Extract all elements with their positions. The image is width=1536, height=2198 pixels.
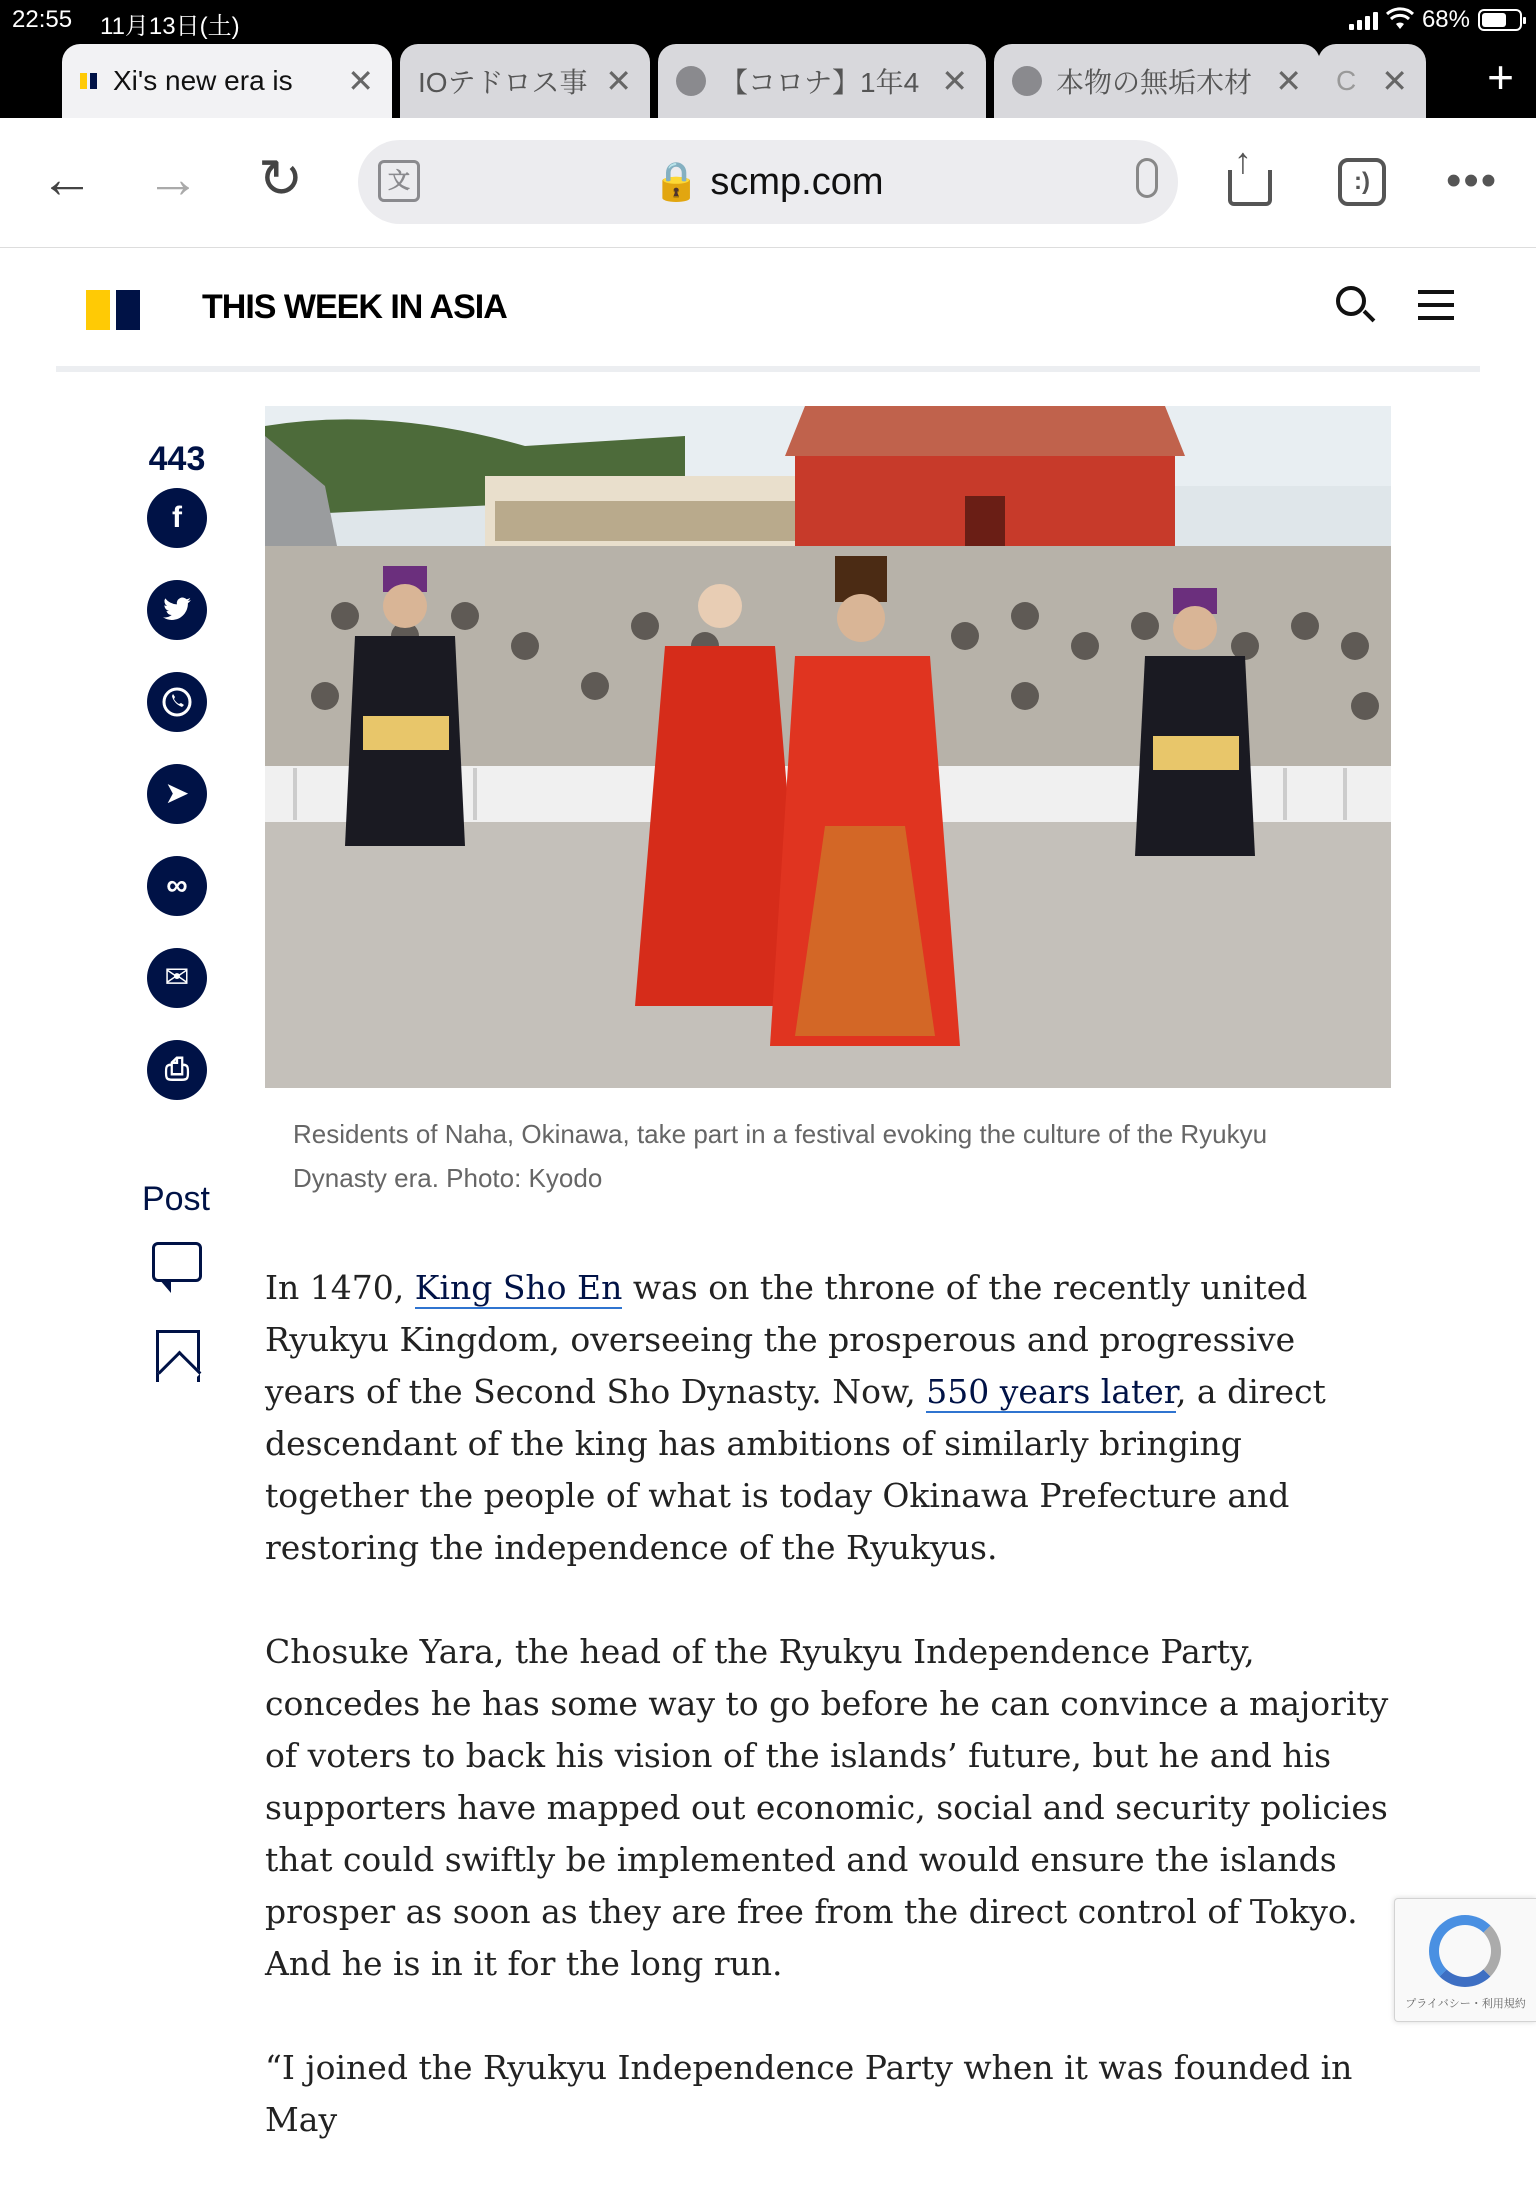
new-tab-button[interactable]: + — [1487, 51, 1514, 103]
browser-tab-3[interactable] — [658, 44, 986, 118]
recaptcha-privacy-text[interactable]: プライバシー・利用規約 — [1405, 1998, 1526, 2010]
close-tab-icon[interactable]: ✕ — [347, 63, 374, 99]
recaptcha-logo-icon — [1429, 1915, 1501, 1987]
email-icon[interactable]: ✉ — [147, 948, 207, 1008]
close-tab-icon[interactable]: ✕ — [941, 63, 968, 99]
facebook-icon[interactable]: f — [147, 488, 207, 548]
forward-arrow-icon[interactable]: → — [146, 149, 200, 209]
microphone-icon[interactable] — [1136, 158, 1158, 198]
translate-icon[interactable]: 文 — [378, 160, 420, 202]
share-count: 443 — [148, 440, 206, 478]
status-date: 11月13日(土) — [100, 13, 240, 40]
reload-icon[interactable]: ↻ — [258, 149, 304, 209]
url-text[interactable]: 🔒 scmp.com — [652, 161, 884, 203]
tab-title: IOテドロス事 — [418, 67, 588, 98]
browser-tab-5[interactable] — [1318, 44, 1426, 118]
address-bar[interactable] — [358, 140, 1178, 224]
status-bar — [0, 0, 1536, 40]
share-icon[interactable]: ↑ — [1228, 148, 1272, 204]
article-paragraph-1 — [265, 1262, 1395, 1574]
browser-tab-2[interactable] — [400, 44, 650, 118]
status-time: 22:55 — [12, 6, 73, 33]
more-icon[interactable]: ••• — [1446, 156, 1499, 205]
globe-icon — [676, 66, 706, 96]
close-tab-icon[interactable]: ✕ — [1275, 63, 1302, 99]
article-paragraph-2: Chosuke Yara, the head of the Ryukyu Independence Party, concedes he has some way to go before he can convince a majority of voters to back his vision of the islands’ future, but he and his supporters have mapped out economic, social and security policies that could swiftly be implemented and would ensure the islands prosper as soon as they are free from the direct control of Tokyo. And he is in it for the long run. — [265, 1632, 1389, 1983]
article-photo — [265, 406, 1391, 1088]
whatsapp-icon[interactable] — [147, 672, 207, 732]
browser-tab-bar — [0, 40, 1536, 118]
wifi-icon — [1386, 9, 1414, 31]
link-king-sho-en[interactable]: King Sho En — [414, 1268, 623, 1307]
copy-link-icon[interactable]: ∞ — [147, 856, 207, 916]
back-arrow-icon[interactable]: ← — [40, 149, 94, 209]
photo-caption: Residents of Naha, Okinawa, take part in a festival evoking the culture of the Ryukyu Dynasty era. Photo: Kyodo — [293, 1119, 1268, 1193]
tab-title: Xi's new era is — [113, 65, 293, 96]
comment-icon[interactable] — [152, 1242, 202, 1282]
paragraph-text: In 1470, — [265, 1268, 415, 1307]
battery-icon — [1478, 9, 1522, 31]
face-icon[interactable]: :) — [1338, 158, 1386, 206]
close-tab-icon[interactable]: ✕ — [1381, 63, 1408, 99]
url-domain: scmp.com — [710, 161, 884, 203]
tab-title: C — [1336, 65, 1357, 96]
cellular-signal-icon — [1349, 10, 1378, 30]
article-paragraph-3: “I joined the Ryukyu Independence Party when it was founded in May — [265, 2048, 1353, 2139]
battery-percent: 68% — [1421, 6, 1470, 33]
telegram-icon[interactable]: ➤ — [147, 764, 207, 824]
battery-fill — [1482, 13, 1506, 27]
tab-title: 本物の無垢木材 — [1056, 67, 1253, 98]
recaptcha-badge[interactable] — [1394, 1898, 1536, 2022]
scmp-logo[interactable] — [86, 290, 142, 330]
tab-title: 【コロナ】1年4 — [720, 67, 920, 98]
share-rail — [134, 440, 220, 1132]
scmp-favicon-icon — [80, 73, 97, 89]
site-header — [56, 248, 1480, 372]
post-label: Post — [141, 1180, 211, 1218]
browser-tab-4[interactable] — [994, 44, 1320, 118]
link-550-years-later[interactable]: 550 years later — [926, 1372, 1176, 1411]
article-body — [265, 1262, 1395, 2198]
browser-toolbar — [0, 118, 1536, 248]
hamburger-menu-icon[interactable] — [1418, 290, 1454, 329]
bookmark-icon[interactable] — [156, 1330, 200, 1382]
festival-photo-illustration — [265, 406, 1391, 1088]
paragraph-text: was on the throne of the recently united Ryukyu Kingdom, overseeing the prosperous and progressive years of the Second Sho Dynasty. Now, — [265, 1268, 1308, 1411]
paragraph-text: , a direct descendant of the king has ambitions of similarly bringing together the people of what is today Okinawa Prefecture and restoring the independence of the Ryukyus. — [265, 1372, 1326, 1567]
site-title[interactable]: THIS WEEK IN ASIA — [202, 288, 507, 326]
status-indicators — [1349, 6, 1522, 34]
browser-tab-1[interactable] — [62, 44, 392, 118]
globe-icon — [1012, 66, 1042, 96]
print-icon[interactable]: ⎙ — [147, 1040, 207, 1100]
search-icon[interactable] — [1334, 284, 1378, 328]
close-tab-icon[interactable]: ✕ — [605, 63, 632, 99]
twitter-icon[interactable] — [147, 580, 207, 640]
